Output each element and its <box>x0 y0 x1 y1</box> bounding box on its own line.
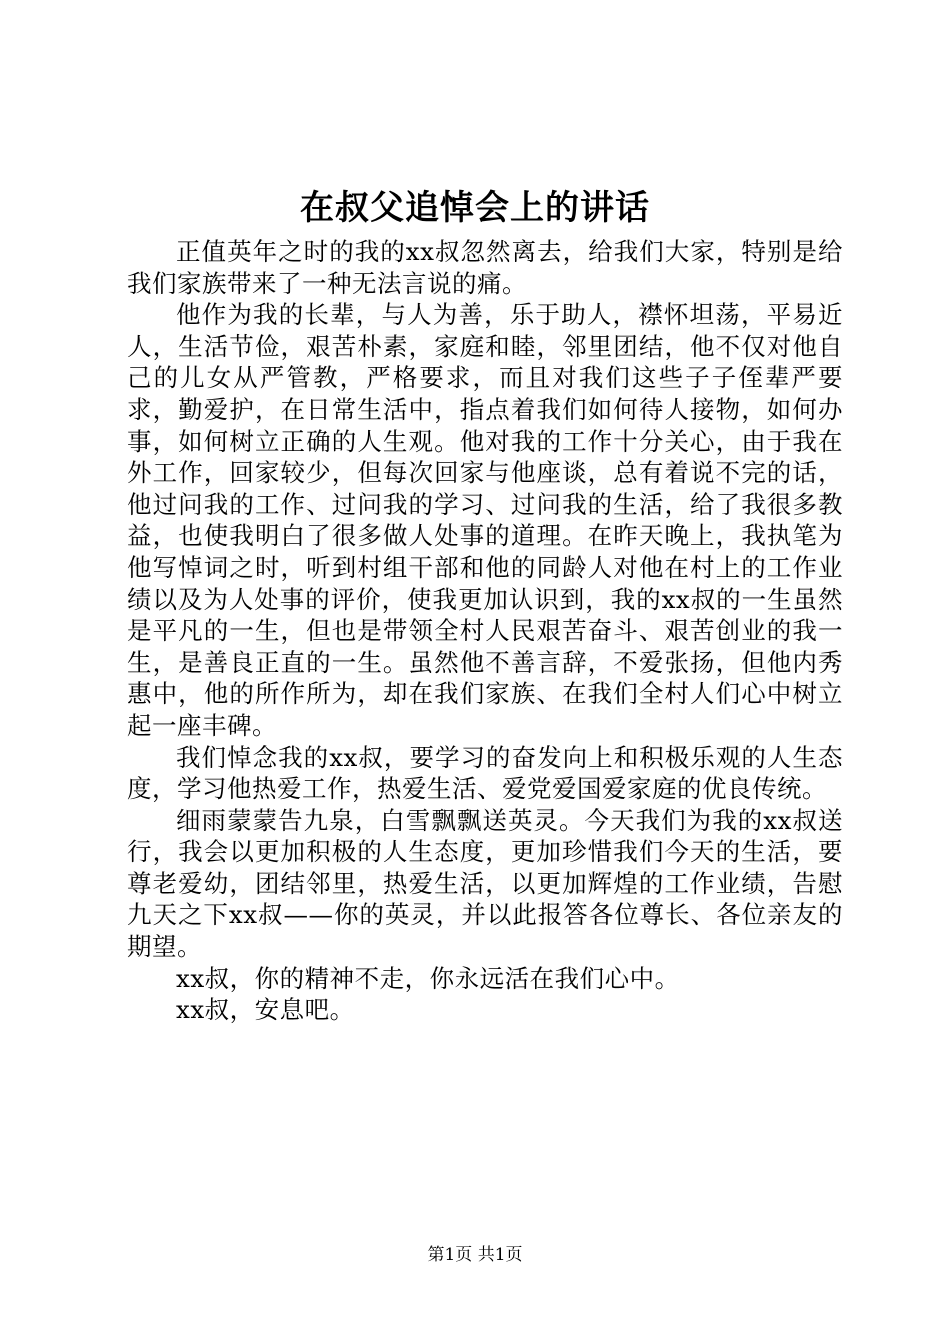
paragraph-6: xx叔，安息吧。 <box>176 995 355 1025</box>
page-footer: 第1页 共1页 <box>427 1245 523 1265</box>
paragraph-4: 细雨蒙蒙告九泉，白雪飘飘送英灵。今天我们为我的xx叔送行，我会以更加积极的人生态度，更加珍惜我们今天的生活，要尊老爱幼，团结邻里，热爱生活，以更加辉煌的工作业绩，告慰九天之下xx叔——你的英灵，并以此报答各位尊长、各位亲友的期望。 <box>127 805 843 962</box>
paragraph-1: 正值英年之时的我的xx叔忽然离去，给我们大家，特别是给我们家族带来了一种无法言说的痛。 <box>127 237 843 298</box>
document-title: 在叔父追悼会上的讲话 <box>300 188 650 228</box>
document-body <box>127 236 843 1026</box>
paragraph-2: 他作为我的长辈，与人为善，乐于助人，襟怀坦荡，平易近人，生活节俭，艰苦朴素，家庭和睦，邻里团结，他不仅对他自己的儿女从严管教，严格要求，而且对我们这些子子侄辈严要求，勤爱护，在日常生活中，指点着我们如何待人接物，如何办事，如何树立正确的人生观。他对我的工作十分关心，由于我在外工作，回家较少，但每次回家与他座谈，总有着说不完的话，他过问我的工作、过问我的学习、过问我的生活，给了我很多教益，也使我明白了很多做人处事的道理。在昨天晚上，我执笔为他写悼词之时，听到村组干部和他的同龄人对他在村上的工作业绩以及为人处事的评价，使我更加认识到，我的xx叔的一生虽然是平凡的一生，但也是带领全村人民艰苦奋斗、艰苦创业的我一生，是善良正直的一生。虽然他不善言辞，不爱张扬，但他内秀惠中，他的所作所为，却在我们家族、在我们全村人们心中树立起一座丰碑。 <box>127 300 843 740</box>
paragraph-5: xx叔，你的精神不走，你永远活在我们心中。 <box>176 963 680 993</box>
paragraph-3: 我们悼念我的xx叔，要学习的奋发向上和积极乐观的人生态度，学习他热爱工作，热爱生活、爱党爱国爱家庭的优良传统。 <box>127 742 843 804</box>
